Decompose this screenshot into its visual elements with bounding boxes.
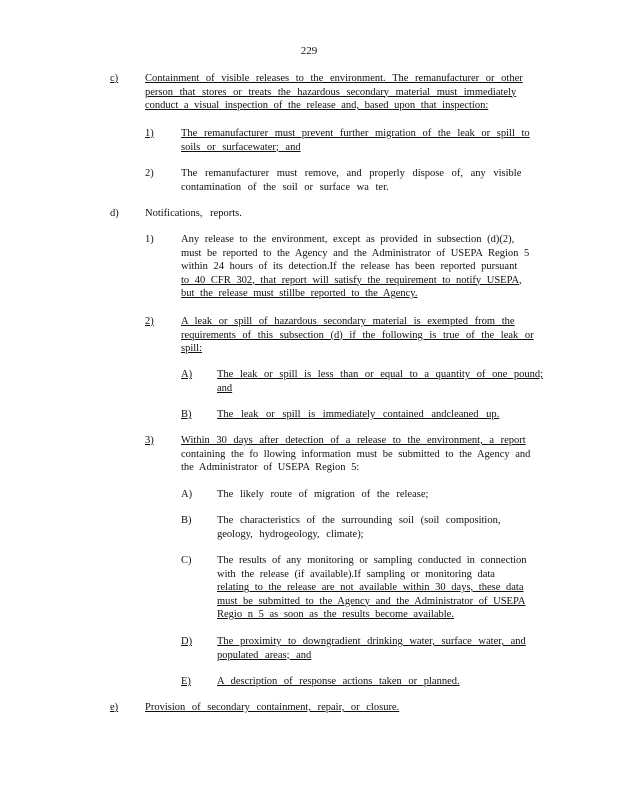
text-line: Regio n 5 as soon as the results become available.	[217, 609, 454, 620]
item-d3-label: 3)	[145, 435, 154, 446]
text-line: must be submitted to the Agency and the Administrator of USEPA	[217, 595, 526, 607]
item-d3E-text	[217, 675, 547, 689]
page-number: 229	[300, 45, 318, 57]
text-line: The characteristics of the surrounding soil (soil composition,	[217, 515, 501, 526]
text-line: with the release (if available).If sampling or monitoring data	[217, 568, 495, 580]
item-d2A-label: A)	[181, 369, 193, 380]
text-line: populated areas; and	[217, 649, 312, 661]
text-line: to 40 CFR 302, that report will satisfy the requirement to notify USEPA,	[181, 274, 522, 286]
item-d3B-label: B)	[181, 515, 192, 526]
text-line: A description of response actions taken or planned.	[217, 676, 460, 687]
text-line: requirements of this subsection (d) if the following is true of the leak or	[181, 329, 534, 341]
text-line: contamination of the soil or surface wa ter.	[181, 181, 389, 193]
item-d3E-label: E)	[181, 676, 191, 687]
item-d1-label: 1)	[145, 234, 154, 245]
item-c1-label: 1)	[145, 128, 154, 139]
item-d3D-label: D)	[181, 636, 193, 647]
text-line: geology, hydrogeology, climate);	[217, 528, 364, 540]
text-line: The leak or spill is less than or equal to a quantity of one pound;	[217, 369, 544, 380]
text-line: relating to the release are not available within 30 days, these data	[217, 582, 524, 593]
text-line: person that stores or treats the hazardous secondary material must immediately	[145, 86, 517, 98]
item-c1-text	[181, 127, 541, 154]
item-d-text	[145, 207, 445, 221]
item-d2-text	[181, 315, 541, 356]
text-line: The remanufacturer must prevent further migration of the leak or spill to	[181, 128, 530, 139]
item-d3D-text	[217, 635, 547, 662]
text-line: A leak or spill of hazardous secondary material is exempted from the	[181, 316, 515, 327]
text-line: Provision of secondary containment, repair, or closure.	[145, 702, 400, 713]
text-line: within 24 hours of its detection.If the release has been reported pursuant	[181, 261, 518, 272]
text-line: Notifications, reports.	[145, 208, 242, 219]
item-d2B-text	[217, 408, 537, 422]
item-e-text	[145, 701, 505, 715]
text-line: conduct a visual inspection of the release and, based upon that inspection:	[145, 100, 489, 111]
text-line: Within 30 days after detection of a release to the environment, a report	[181, 435, 526, 446]
item-d3C-label: C)	[181, 555, 192, 566]
text-line: the Administrator of USEPA Region 5:	[181, 462, 360, 473]
item-d2B-label: B)	[181, 409, 192, 420]
text-line: The likely route of migration of the release;	[217, 489, 429, 500]
text-line: The proximity to downgradient drinking water, surface water, and	[217, 636, 526, 647]
text-line: but the release must stillbe reported to the Agency.	[181, 288, 418, 299]
item-d3A-text	[217, 488, 537, 502]
item-d3C-text	[217, 554, 547, 622]
item-d2-label: 2)	[145, 316, 154, 327]
text-line: The remanufacturer must remove, and properly dispose of, any visible	[181, 168, 522, 179]
item-c2-text	[181, 167, 541, 194]
text-line: The leak or spill is immediately contained andcleaned up.	[217, 409, 500, 420]
text-line: spill:	[181, 343, 203, 354]
item-d3A-label: A)	[181, 489, 193, 500]
item-e-label: e)	[110, 702, 119, 713]
text-line: containing the fo llowing information must be submitted to the Agency and	[181, 448, 531, 460]
text-line: Containment of visible releases to the environment. The remanufacturer or other	[145, 73, 523, 84]
text-line: The results of any monitoring or sampling conducted in connection	[217, 555, 527, 566]
item-d3B-text	[217, 514, 537, 541]
item-d1-text	[181, 233, 546, 301]
item-c2-label: 2)	[145, 168, 154, 179]
item-c-text	[145, 72, 537, 113]
item-d3-text	[181, 434, 546, 475]
item-d-label: d)	[110, 208, 119, 219]
text-line: soils or surfacewater; and	[181, 141, 301, 153]
item-c-label: c)	[110, 73, 119, 84]
item-d2A-text	[217, 368, 544, 395]
text-line: Any release to the environment, except as provided in subsection (d)(2),	[181, 234, 515, 245]
text-line: must be reported to the Agency and the Administrator of USEPA Region 5	[181, 247, 530, 259]
text-line: and	[217, 382, 233, 394]
